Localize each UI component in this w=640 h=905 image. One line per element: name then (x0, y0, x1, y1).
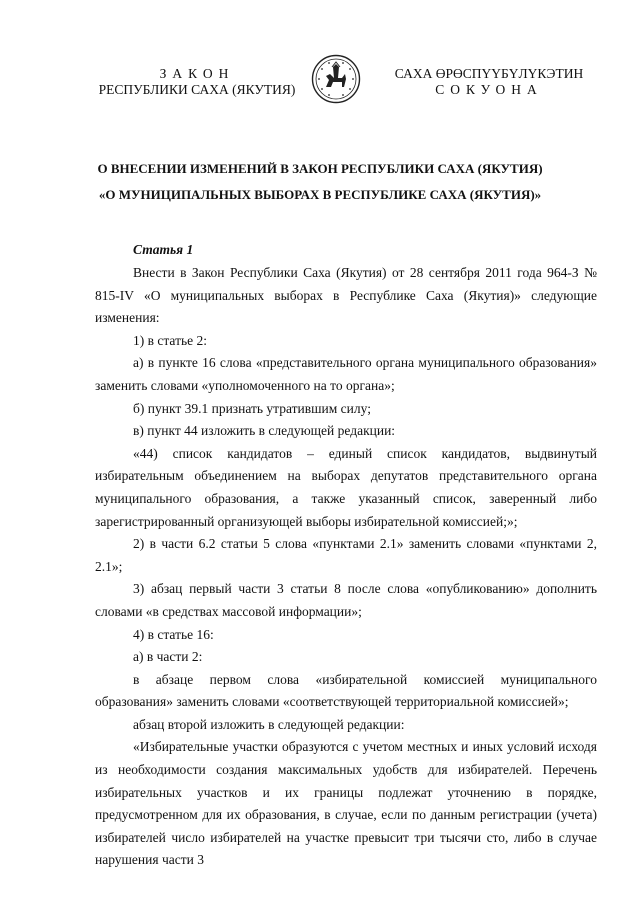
paragraph: в) пункт 44 изложить в следующей редакции: (133, 423, 396, 439)
header-left-line1: ЗАКОН (159, 66, 235, 81)
paragraph: «44) список кандидатов – единый список кандидатов, выдвинутый избирательным объединением на выборах депутатов представительного органа муниципального образования, а также указанный список, заверенный либо зарегистрированный организующей выборы избирательной комиссией;»; (95, 445, 597, 529)
paragraph: абзац второй изложить в следующей редакции: (133, 716, 405, 732)
document-title-line2: «О МУНИЦИПАЛЬНЫХ ВЫБОРАХ В РЕСПУБЛИКЕ САХА (ЯКУТИЯ)» (98, 187, 542, 202)
header-right-line1: САХА ӨРӨСПҮҮБҮЛҮКЭТИН (394, 66, 584, 81)
paragraph: Внести в Закон Республики Саха (Якутия) от 28 сентября 2011 года 964-З № 815-IV «О муниципальных выборах в Республике Саха (Якутия)» следующие изменения: (95, 265, 597, 326)
paragraph: а) в пункте 16 слова «представительного органа муниципального образования» заменить словами «уполномоченного на то органа»; (95, 355, 597, 393)
paragraph: 3) абзац первый части 3 статьи 8 после слова «опубликованию» дополнить словами «в средствах массовой информации»; (95, 581, 597, 619)
paragraph: 2) в части 6.2 статьи 5 слова «пунктами 2.1» заменить словами «пунктами 2, 2.1»; (95, 536, 597, 574)
paragraph: а) в части 2: (133, 649, 203, 665)
article-body (95, 262, 597, 872)
coat-of-arms-icon (311, 54, 361, 104)
paragraph: «Избирательные участки образуются с учетом местных и иных условий исходя из необходимости создания максимальных удобств для избирателей. Перечень избирательных участков и их границы подлежат уточнению в порядке, предусмотренном для их образования, в случае, если по данным регистрации (учета) избирателей число избирателей на участке превысит три тысячи сто, либо в случае нарушения части 3 (95, 739, 597, 868)
header-left-line2: РЕСПУБЛИКИ САХА (ЯКУТИЯ) (98, 82, 296, 97)
paragraph: б) пункт 39.1 признать утратившим силу; (133, 400, 371, 416)
document-title-line1: О ВНЕСЕНИИ ИЗМЕНЕНИЙ В ЗАКОН РЕСПУБЛИКИ САХА (ЯКУТИЯ) (97, 161, 543, 176)
header-right-line2: СОКУОНА (435, 82, 543, 97)
article-heading: Статья 1 (133, 242, 194, 257)
header-right (374, 66, 604, 98)
paragraph: 4) в статье 16: (133, 626, 214, 642)
header-left (82, 66, 312, 98)
document-title (0, 156, 640, 208)
paragraph: в абзаце первом слова «избирательной комиссией муниципального образования» заменить словами «соответствующей территориальной комиссией»; (95, 671, 597, 710)
paragraph: 1) в статье 2: (133, 332, 207, 348)
